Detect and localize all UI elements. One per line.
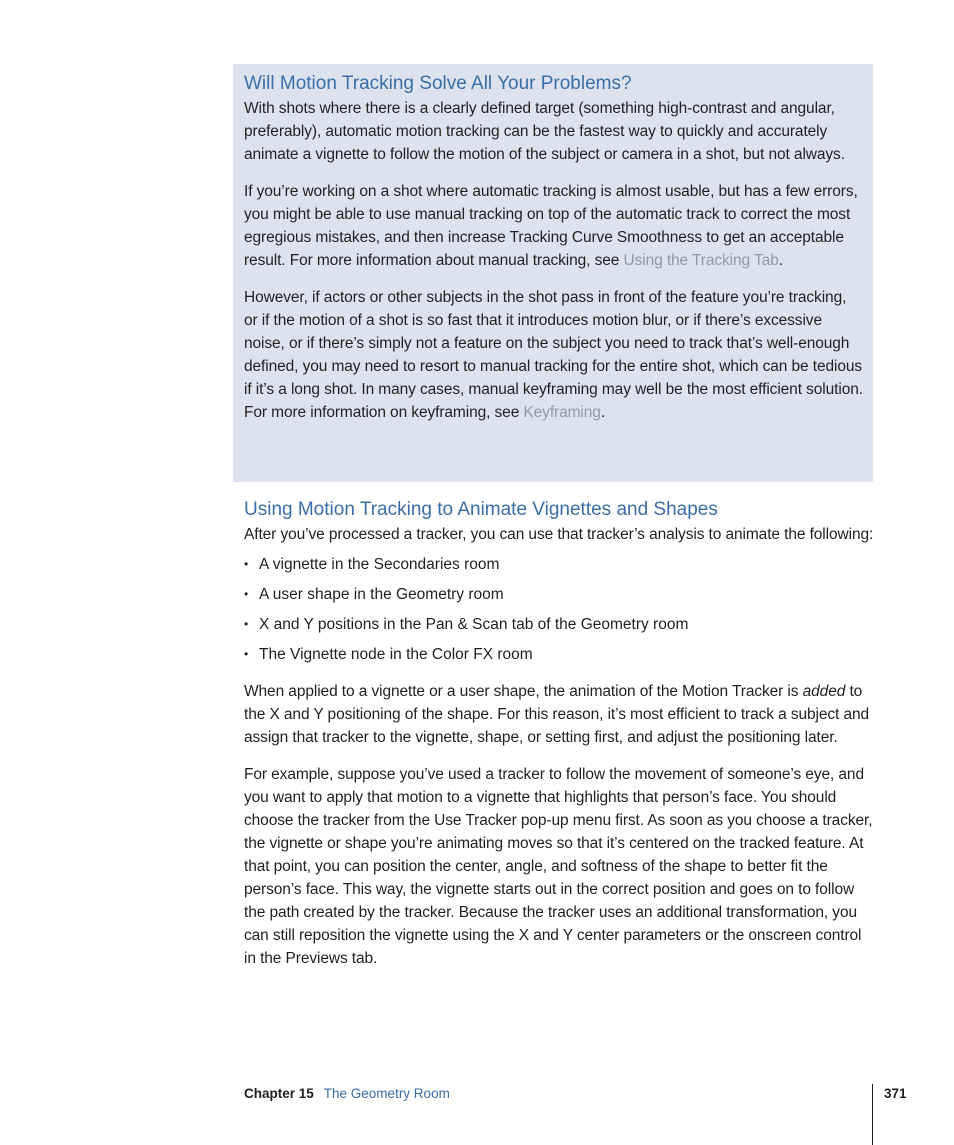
sidebar-paragraph-2	[244, 180, 863, 272]
list-item-text: X and Y positions in the Pan & Scan tab of the Geometry room	[259, 616, 689, 633]
section-intro: After you’ve processed a tracker, you can use that tracker’s analysis to animate the following:	[244, 526, 874, 543]
page-number: 371	[884, 1086, 907, 1101]
chapter-name-link[interactable]: The Geometry Room	[323, 1086, 450, 1101]
bullet-list	[244, 553, 874, 666]
list-item	[244, 583, 874, 606]
list-item-text: A user shape in the Geometry room	[259, 586, 504, 603]
page-footer	[244, 1084, 450, 1104]
sidebar-paragraph-1: With shots where there is a clearly defined target (something high-contrast and angular, preferably), automatic motion tracking can be the fastest way to quickly and accurately animate a vignette to follow the motion of the subject or camera in a shot, but not always.	[244, 100, 845, 163]
sidebar-paragraph-3	[244, 286, 863, 424]
sidebar-note-box	[233, 64, 873, 482]
using-tracking-tab-link[interactable]: Using the Tracking Tab	[623, 252, 779, 269]
list-item	[244, 613, 874, 636]
section-paragraph-1	[244, 680, 874, 749]
section-title: Using Motion Tracking to Animate Vignettes and Shapes	[244, 499, 718, 520]
bullet-icon: •	[244, 617, 249, 631]
bullet-icon: •	[244, 557, 249, 571]
sidebar-paragraph-2-text: If you’re working on a shot where automatic tracking is almost usable, but has a few errors, you might be able to use manual tracking on top of the automatic track to correct the most egregious mistakes, and then increase Tracking Curve Smoothness to get an acceptable result. For more information about manual tracking, see	[244, 183, 858, 269]
chapter-label: Chapter 15	[244, 1086, 314, 1101]
bullet-icon: •	[244, 587, 249, 601]
section-paragraph-2: For example, suppose you’ve used a tracker to follow the movement of someone’s eye, and you want to apply that motion to a vignette that highlights that person’s face. You should choose the tracker from the Use Tracker pop-up menu first. As soon as you choose a tracker, the vignette or shape you’re animating moves so that it’s centered on the tracked feature. At that point, you can position the center, angle, and softness of the shape to better fit the person’s face. This way, the vignette starts out in the correct position and goes on to follow the path created by the tracker. Because the tracker uses an additional transformation, you can still reposition the vignette using the X and Y center parameters or the onscreen control in the Previews tab.	[244, 766, 873, 967]
keyframing-link[interactable]: Keyframing	[523, 404, 601, 421]
list-item	[244, 643, 874, 666]
section-paragraph-1-end: to the X and Y positioning of the shape. For this reason, it’s most efficient to track a subject and assign that tracker to the vignette, shape, or setting first, and adjust the positioning later.	[244, 683, 870, 746]
sidebar-paragraph-3-end: .	[600, 404, 606, 421]
sidebar-paragraph-2-end: .	[778, 252, 783, 269]
sidebar-title: Will Motion Tracking Solve All Your Problems?	[244, 73, 632, 94]
footer-divider	[872, 1084, 873, 1145]
section-paragraph-1-emphasis: added	[802, 683, 846, 700]
sidebar-paragraph-3-text: However, if actors or other subjects in the shot pass in front of the feature you’re tracking, or if the motion of a shot is so fast that it introduces motion blur, or if there’s excessive noise, or if there’s simply not a feature on the subject you need to track that’s well-enough defined, you may need to resort to manual tracking for the entire shot, which can be tedious if it’s a long shot. In many cases, manual keyframing may well be the most efficient solution. For more information on keyframing, see	[244, 289, 863, 421]
list-item-text: A vignette in the Secondaries room	[259, 556, 500, 573]
bullet-icon: •	[244, 647, 249, 661]
section-paragraph-1-start: When applied to a vignette or a user shape, the animation of the Motion Tracker is	[244, 683, 803, 700]
main-section	[244, 498, 874, 970]
list-item	[244, 553, 874, 576]
list-item-text: The Vignette node in the Color FX room	[259, 646, 533, 663]
